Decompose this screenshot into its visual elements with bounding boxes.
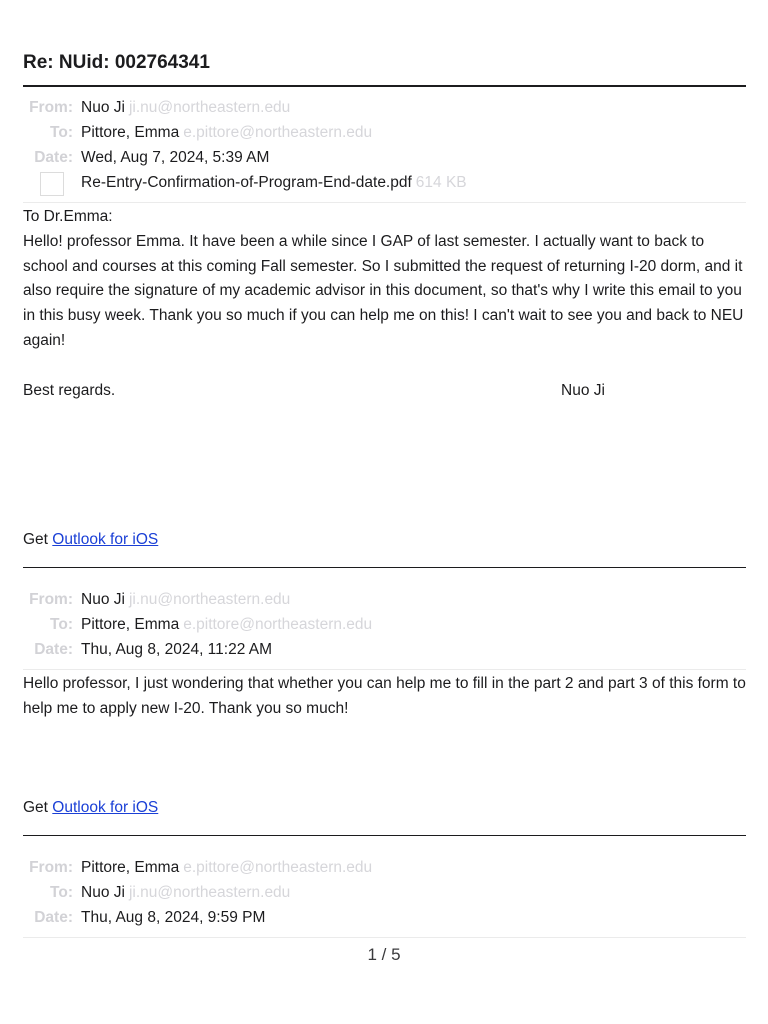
greeting: To Dr.Emma:: [23, 208, 113, 225]
recipient-name[interactable]: Pittore, Emma: [81, 616, 180, 633]
from-row: [23, 587, 746, 612]
to-label: To:: [50, 124, 73, 141]
sent-date: Thu, Aug 8, 2024, 11:22 AM: [81, 641, 273, 658]
message-header: [23, 855, 746, 930]
body-paragraph: Hello professor, I just wondering that whether you can help me to fill in the part 2 and part 3 of this form to help me to apply new I-20. Thank you so much!: [23, 675, 746, 717]
to-row: [23, 612, 746, 637]
sender-address[interactable]: ji.nu@northeastern.edu: [128, 591, 291, 608]
outlook-footer: [23, 528, 158, 552]
attachment-row[interactable]: [23, 170, 746, 195]
footer-prefix: Get: [23, 531, 48, 548]
footer-prefix: Get: [23, 799, 48, 816]
message-body: [23, 672, 747, 722]
to-label: To:: [50, 616, 73, 633]
closing: Best regards.: [23, 382, 116, 399]
page-indicator: 1 / 5: [367, 945, 401, 964]
signature: Nuo Ji: [561, 382, 605, 399]
from-label: From:: [29, 591, 73, 608]
recipient-name[interactable]: Pittore, Emma: [81, 124, 180, 141]
message-divider: [23, 835, 746, 836]
recipient-address[interactable]: e.pittore@northeastern.edu: [183, 124, 373, 141]
date-row: [23, 637, 746, 662]
date-row: [23, 145, 746, 170]
sent-date: Thu, Aug 8, 2024, 9:59 PM: [81, 909, 266, 926]
date-row: [23, 905, 746, 930]
outlook-link[interactable]: Outlook for iOS: [52, 531, 159, 548]
recipient-address[interactable]: ji.nu@northeastern.edu: [128, 884, 291, 901]
from-row: [23, 95, 746, 120]
email-subject: Re: NUid: 002764341: [23, 52, 210, 73]
header-divider: [23, 202, 746, 203]
outlook-footer: [23, 796, 158, 820]
message-body: [23, 205, 747, 354]
message-divider: [23, 567, 746, 568]
from-label: From:: [29, 859, 73, 876]
sender-name[interactable]: Nuo Ji: [81, 99, 125, 116]
sender-address[interactable]: ji.nu@northeastern.edu: [128, 99, 291, 116]
subject-divider: [23, 85, 746, 87]
to-row: [23, 880, 746, 905]
header-divider: [23, 937, 746, 938]
header-divider: [23, 669, 746, 670]
closing-row: [23, 379, 746, 403]
from-label: From:: [29, 99, 73, 116]
outlook-link[interactable]: Outlook for iOS: [52, 799, 159, 816]
date-label: Date:: [34, 149, 73, 166]
sent-date: Wed, Aug 7, 2024, 5:39 AM: [81, 149, 270, 166]
to-label: To:: [50, 884, 73, 901]
date-label: Date:: [34, 641, 73, 658]
sender-name[interactable]: Pittore, Emma: [81, 859, 180, 876]
attachment-size: 614 KB: [415, 174, 467, 191]
from-row: [23, 855, 746, 880]
message-header: [23, 95, 746, 195]
attachment-icon[interactable]: [40, 172, 64, 196]
message-header: [23, 587, 746, 662]
body-paragraph: Hello! professor Emma. It have been a while since I GAP of last semester. I actually want to back to school and courses at this coming Fall semester. So I submitted the request of returning I-20 dorm, and it also require the signature of my academic advisor in this document, so that's why I write this email to you in this busy week. Thank you so much if you can help me on this! I can't wait to see you and back to NEU again!: [23, 232, 744, 349]
to-row: [23, 120, 746, 145]
sender-name[interactable]: Nuo Ji: [81, 591, 125, 608]
attachment-name[interactable]: Re-Entry-Confirmation-of-Program-End-date.pdf: [81, 174, 412, 191]
sender-address[interactable]: e.pittore@northeastern.edu: [183, 859, 373, 876]
recipient-name[interactable]: Nuo Ji: [81, 884, 125, 901]
date-label: Date:: [34, 909, 73, 926]
recipient-address[interactable]: e.pittore@northeastern.edu: [183, 616, 373, 633]
